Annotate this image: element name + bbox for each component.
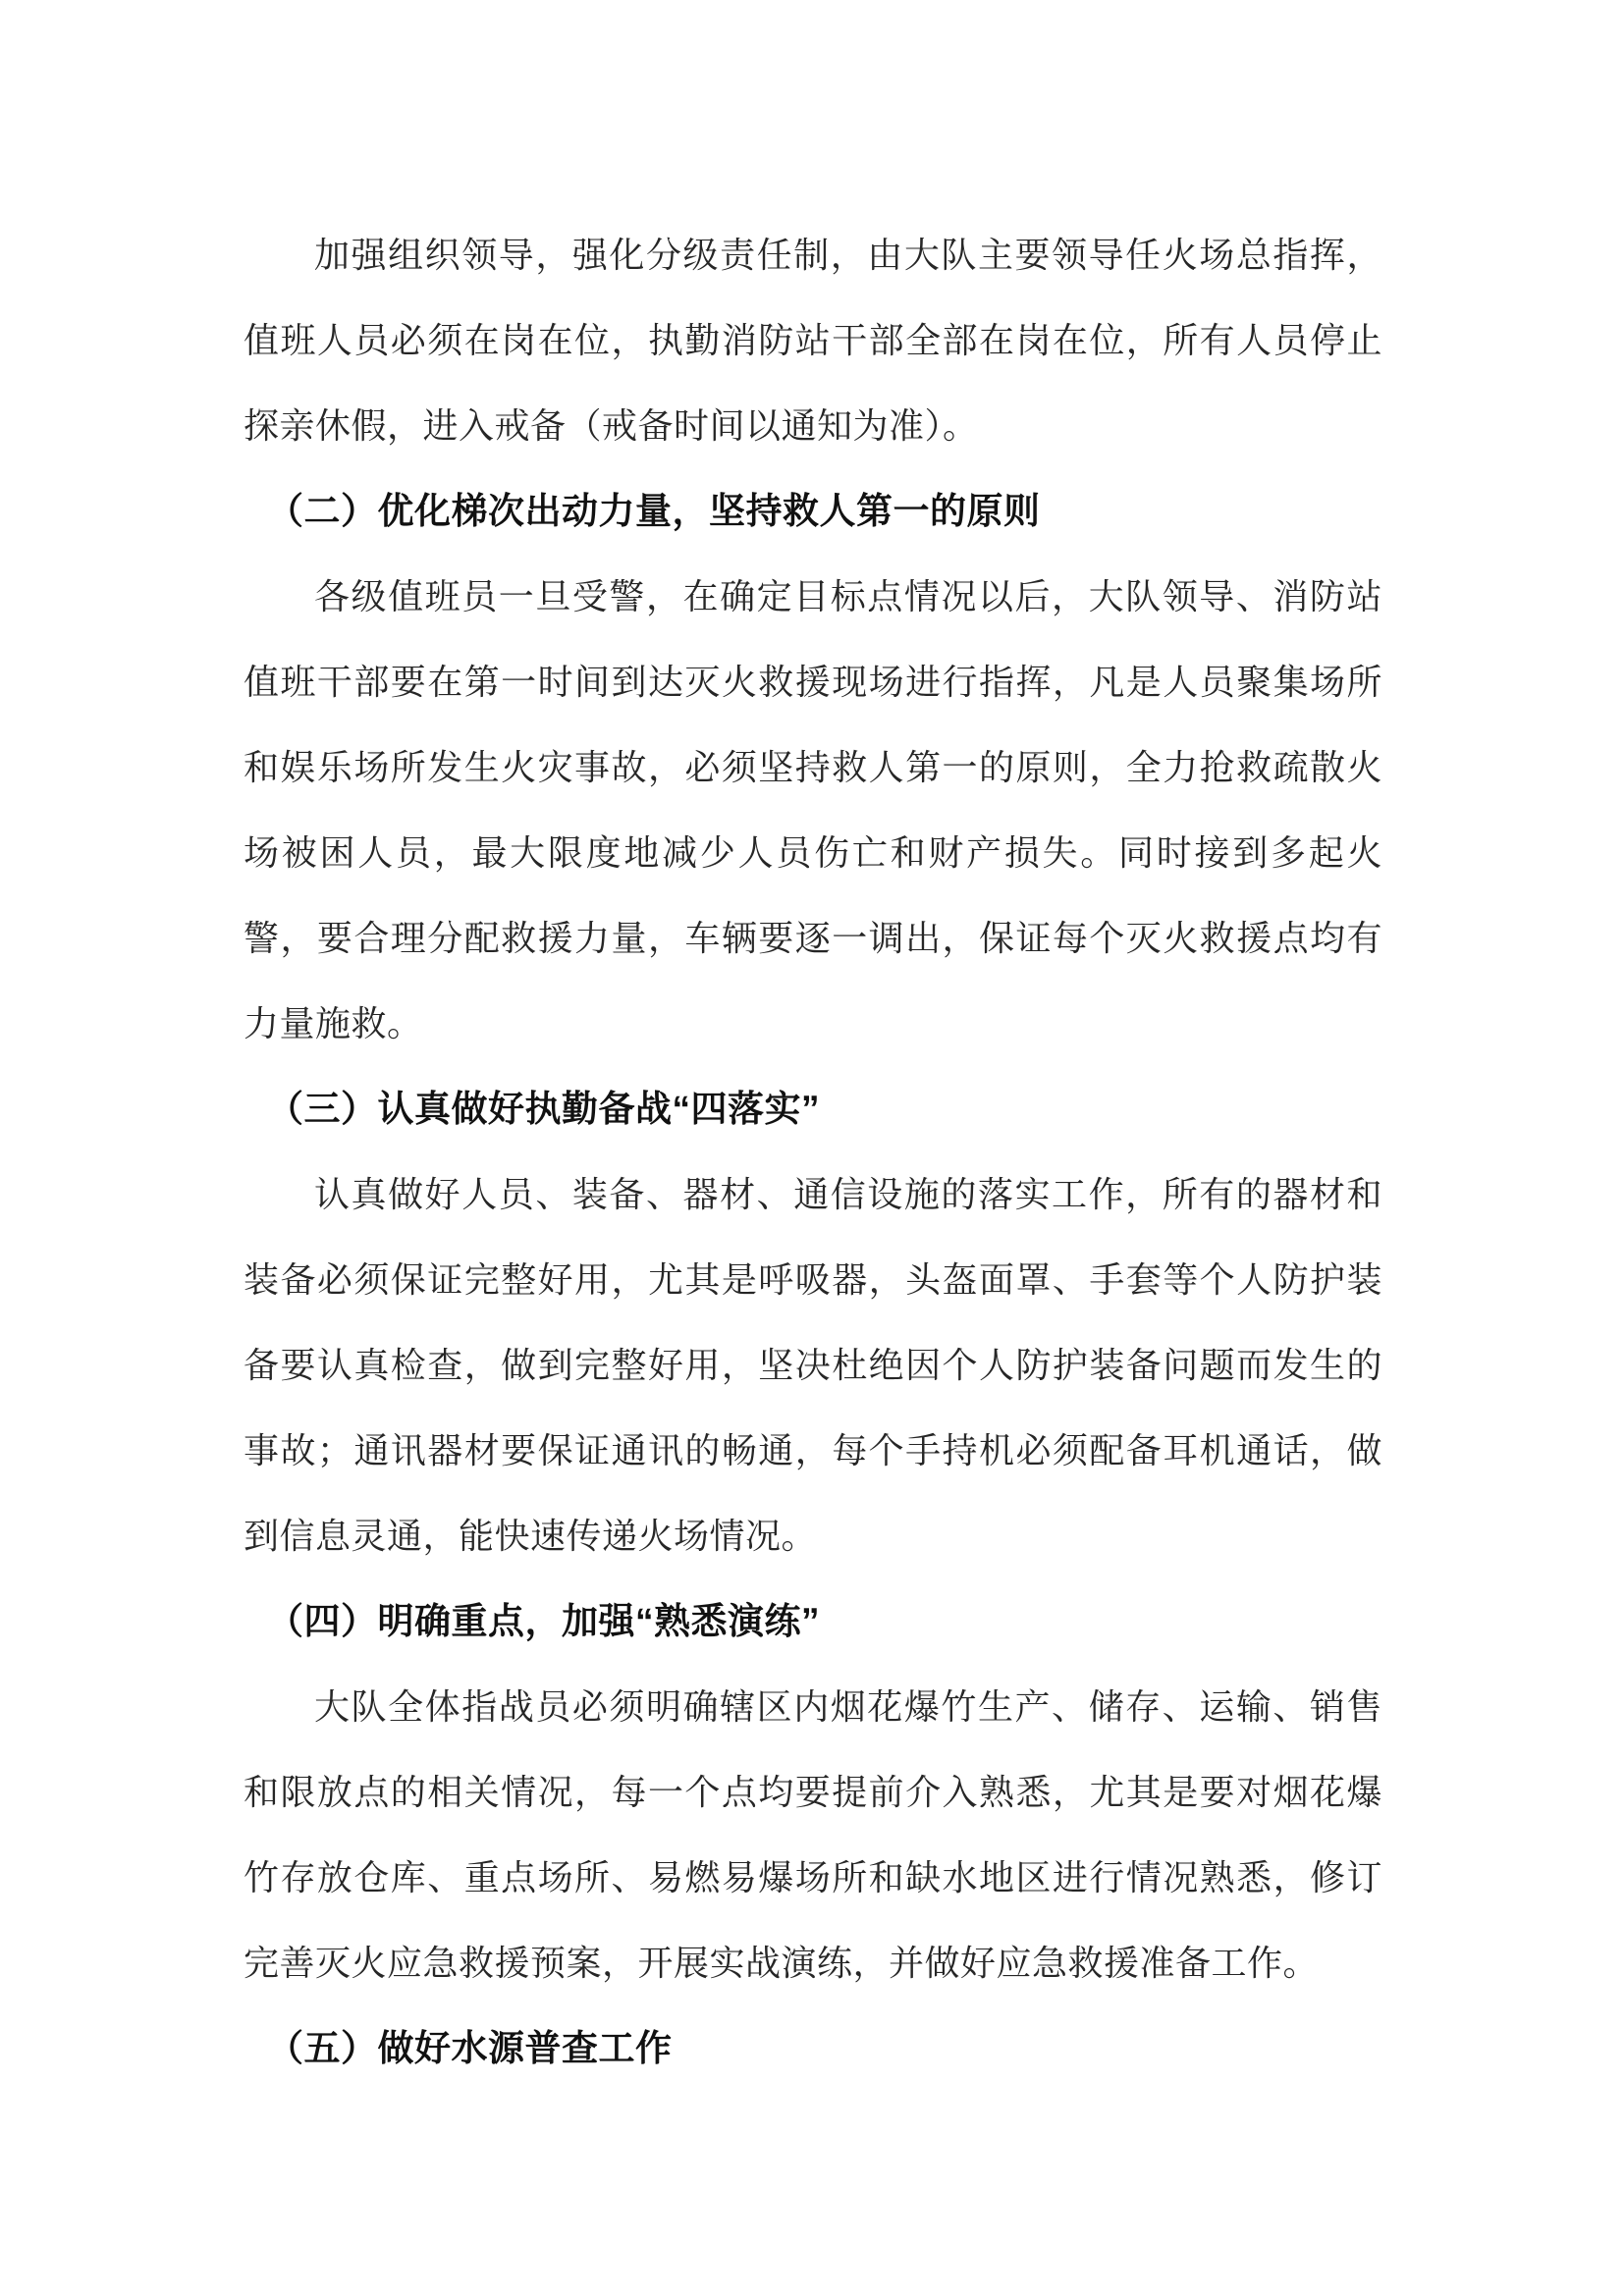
section-heading-3: （三）认真做好执勤备战“四落实”: [267, 1089, 820, 1129]
section-heading-2: （二）优化梯次出动力量，坚持救人第一的原则: [267, 491, 1041, 531]
paragraph-organization-leadership: 加强组织领导，强化分级责任制，由大队主要领导任火场总指挥，值班人员必须在岗在位，执勤消防站干部全部在岗在位，所有人员停止探亲休假，进入戒备（戒备时间以通知为准）。: [244, 235, 1382, 446]
section-heading-5: （五）做好水源普查工作: [267, 2028, 673, 2068]
paragraph-familiarization-drills: 大队全体指战员必须明确辖区内烟花爆竹生产、储存、运输、销售和限放点的相关情况，每一个点均要提前介入熟悉，尤其是要对烟花爆竹存放仓库、重点场所、易燃易爆场所和缺水地区进行情况熟悉，修订完善灭火应急救援预案，开展实战演练，并做好应急救援准备工作。: [244, 1686, 1382, 1983]
section-heading-4: （四）明确重点，加强“熟悉演练”: [267, 1601, 820, 1641]
paragraph-duty-readiness: 认真做好人员、装备、器材、通信设施的落实工作，所有的器材和装备必须保证完整好用，尤其是呼吸器，头盔面罩、手套等个人防护装备要认真检查，做到完整好用，坚决杜绝因个人防护装备问题而发生的事故；通讯器材要保证通讯的畅通，每个手持机必须配备耳机通话，做到信息灵通，能快速传递火场情况。: [244, 1174, 1382, 1556]
document-body: [244, 212, 1382, 2091]
paragraph-dispatch-force: 各级值班员一旦受警，在确定目标点情况以后，大队领导、消防站值班干部要在第一时间到达灭火救援现场进行指挥，凡是人员聚集场所和娱乐场所发生火灾事故，必须坚持救人第一的原则，全力抢救疏散火场被困人员，最大限度地减少人员伤亡和财产损失。同时接到多起火警，要合理分配救援力量，车辆要逐一调出，保证每个灭火救援点均有力量施救。: [244, 576, 1382, 1043]
